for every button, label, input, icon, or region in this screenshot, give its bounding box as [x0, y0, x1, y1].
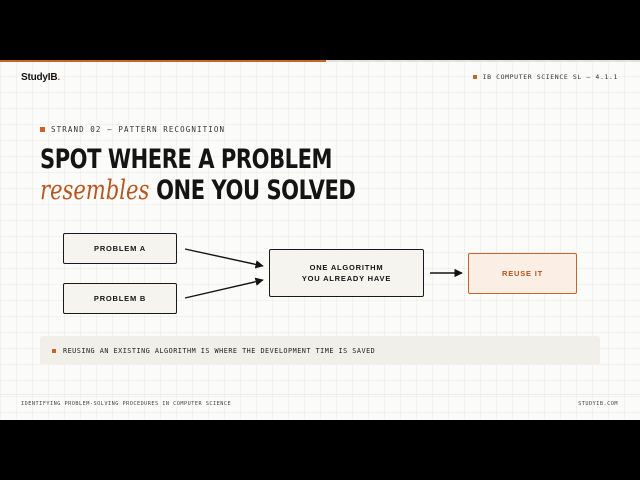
callout-note	[40, 336, 600, 365]
problem-a-label: PROBLEM A	[94, 244, 146, 253]
logo-dot: .	[57, 72, 60, 83]
problem-b-box	[63, 283, 177, 314]
arrow-b-to-algorithm	[185, 280, 263, 298]
reuse-label: REUSE IT	[502, 269, 543, 278]
problem-b-label: PROBLEM B	[93, 294, 147, 303]
problem-a-box	[63, 233, 177, 264]
algorithm-label: ONE ALGORITHM YOU ALREADY HAVE	[301, 263, 392, 283]
algorithm-box	[269, 249, 424, 297]
footer-website-link[interactable]: STUDYIB.COM	[578, 401, 618, 407]
logo-text: StudyIB	[21, 72, 58, 83]
arrow-a-to-algorithm	[185, 249, 263, 266]
title-emphasis: resembles	[40, 175, 150, 206]
reuse-box	[468, 253, 577, 294]
slide	[0, 60, 640, 420]
bullet-square-icon	[52, 349, 56, 353]
strand-text: STRAND 02 — PATTERN RECOGNITION	[51, 125, 226, 134]
title-part-2: ONE YOU SOLVED	[149, 175, 356, 206]
course-text: IB COMPUTER SCIENCE SL — 4.1.1	[482, 73, 618, 81]
title-part-1: SPOT WHERE A PROBLEM	[40, 144, 333, 175]
footer-topic: IDENTIFYING PROBLEM-SOLVING PROCEDURES IN COMPUTER SCIENCE	[21, 401, 232, 407]
note-text: REUSING AN EXISTING ALGORITHM IS WHERE THE DEVELOPMENT TIME IS SAVED	[63, 346, 376, 355]
footer-divider	[0, 394, 640, 395]
